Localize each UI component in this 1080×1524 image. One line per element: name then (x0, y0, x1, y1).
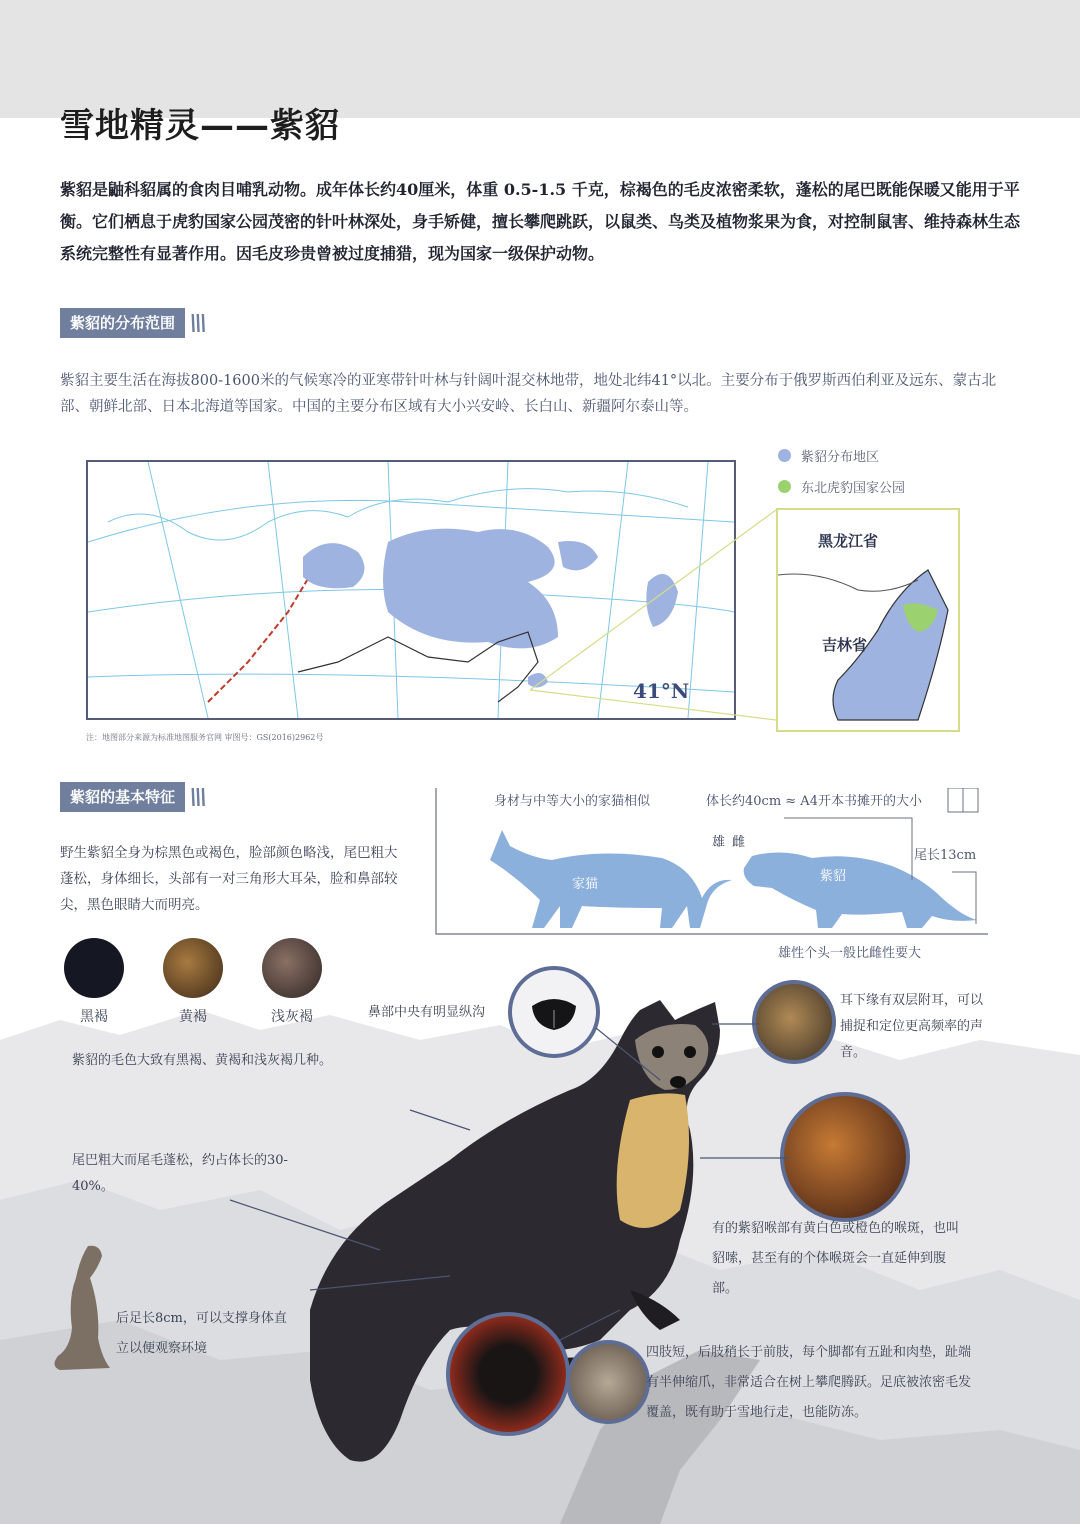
swatch-label: 浅灰褐 (271, 1009, 313, 1025)
tail-length-label: 尾长13cm (914, 848, 977, 863)
cat-caption: 身材与中等大小的家猫相似 (494, 794, 651, 809)
features-text: 野生紫貂全身为棕黑色或褐色，脸部颜色略浅，尾巴粗大蓬松，身体细长，头部有一对三角形大耳朵，脸和鼻部较尖，黑色眼睛大而明亮。 (60, 845, 398, 913)
legend-label: 东北虎豹国家公园 (801, 481, 906, 496)
nose-note: 鼻部中央有明显纵沟 (368, 1005, 486, 1020)
slash-decoration-icon: \\\ (185, 310, 208, 336)
limb-note: 四肢短，后肢稍长于前肢，每个脚都有五趾和肉垫，趾端有半伸缩爪，非常适合在树上攀爬腾跃。足底被浓密毛发覆盖，既有助于雪地行走，也能防冻。 (646, 1345, 972, 1420)
ear-note: 耳下缘有双层附耳，可以捕捉和定位更高频率的声音。 (840, 993, 984, 1060)
features-heading-label: 紫貂的基本特征 (60, 782, 185, 812)
size-bottom-note: 雄性个头一般比雌性要大 (778, 946, 922, 961)
sable-label: 紫貂 (820, 869, 847, 884)
female-label: 雌 (732, 835, 746, 850)
sable-caption: 体长约40cm ≈ A4开本书摊开的大小 (706, 794, 922, 809)
latitude-label: 41°N (633, 679, 690, 703)
hind-foot-note: 后足长8cm，可以支撑身体直立以便观察环境 (116, 1311, 287, 1356)
inset-label-jilin: 吉林省 (822, 636, 868, 654)
map-note: 注：地图部分来源为标准地图服务官网 审图号：GS(2016)2962号 (86, 733, 324, 742)
fur-color-note: 紫貂的毛色大致有黑褐、黄褐和浅灰褐几种。 (72, 1053, 333, 1068)
slash-decoration-icon: \\\ (185, 784, 208, 810)
swatch-label: 黑褐 (80, 1009, 108, 1025)
intro-paragraph: 紫貂是鼬科貂属的食肉目哺乳动物。成年体长约40厘米，体重 0.5-1.5 千克，棕褐色的毛皮浓密柔软，蓬松的尾巴既能保暖又能用于平衡。它们栖息于虎豹国家公园茂密的针叶林深处，身手矫健，擅长攀爬跳跃，以鼠类、鸟类及植物浆果为食，对控制鼠害、维持森林生态系统完整性有显著作用。因毛皮珍贵曾被过度捕猎，现为国家一级保护动物。 (60, 180, 1021, 263)
cat-label: 家猫 (572, 877, 599, 892)
swatch-label: 黄褐 (179, 1009, 207, 1025)
throat-note: 有的紫貂喉部有黄白色或橙色的喉斑，也叫貂嗦，甚至有的个体喉斑会一直延伸到腹部。 (712, 1221, 960, 1296)
legend-label: 紫貂分布地区 (801, 450, 880, 465)
inset-label-heilongjiang: 黑龙江省 (818, 532, 879, 550)
male-label: 雄 (712, 835, 726, 850)
page-title: 雪地精灵——紫貂 (60, 106, 340, 146)
tail-note: 尾巴粗大而尾毛蓬松，约占体长的30-40%。 (72, 1153, 288, 1194)
distribution-text: 紫貂主要生活在海拔800-1600米的气候寒冷的亚寒带针叶林与针阔叶混交林地带，地处北纬41°以北。主要分布于俄罗斯西伯利亚及远东、蒙古北部、朝鲜北部、日本北海道等国家。中国的主要分布区域有大小兴安岭、长白山、新疆阿尔泰山等。 (60, 373, 997, 415)
distribution-heading-label: 紫貂的分布范围 (60, 308, 185, 338)
